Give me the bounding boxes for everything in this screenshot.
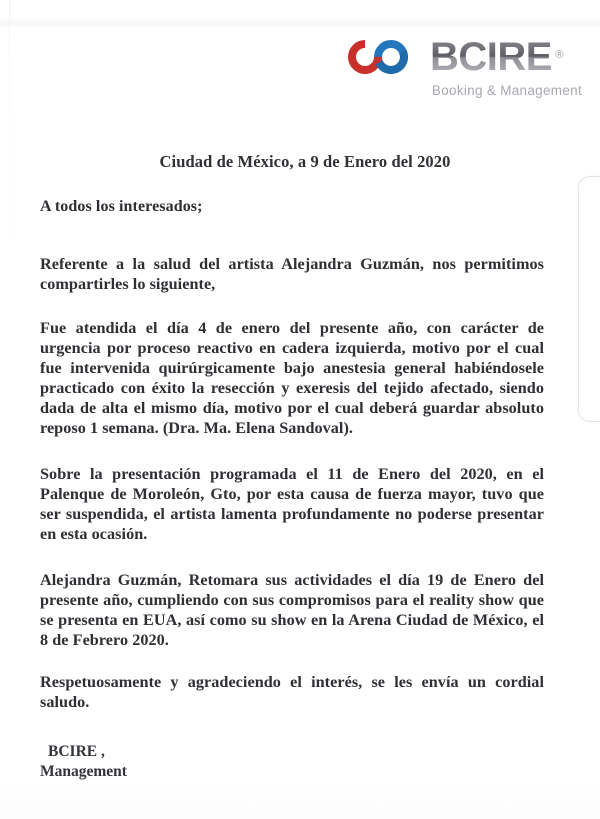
logo-wordmark-text: BCIRE: [430, 35, 552, 79]
logo-blue-ring-shade-icon: [369, 35, 413, 79]
registered-trademark-icon: ®: [555, 49, 563, 61]
signature-department: Management: [40, 763, 127, 780]
scan-wash-bottom: [0, 785, 600, 819]
letterhead: [348, 34, 588, 112]
letter-body: [40, 152, 544, 782]
logo-wordmark: [430, 35, 563, 79]
bcire-interlocking-rings-logo-icon: [348, 37, 426, 77]
scan-band-top: [0, 17, 600, 27]
logo-tagline: Booking & Management: [431, 83, 582, 98]
paragraph-intro: Referente a la salud del artista Alejandra Guzmán, nos permitimos compartirles lo siguiente,: [40, 255, 544, 293]
paragraph-show-cancellation: Sobre la presentación programada el 11 de Enero del 2020, en el Palenque de Moroleón, Gto, por esta causa de fuerza mayor, tuvo que ser suspendida, el artista lamenta profundamente no poderse presentar en esta ocasión.: [40, 465, 544, 543]
date-line: Ciudad de México, a 9 de Enero del 2020: [159, 152, 451, 171]
signature-company: BCIRE ,: [48, 743, 105, 760]
logo-row: [348, 34, 588, 80]
scan-edge-left: [9, 0, 10, 819]
paragraph-return-schedule: Alejandra Guzmán, Retomara sus actividades el día 19 de Enero del presente año, cumpliendo con sus compromisos para el reality show que se presenta en EUA, así como su show en la Arena Ciudad de México, el 8 de Febrero 2020.: [40, 571, 544, 649]
salutation: A todos los interesados;: [40, 198, 203, 215]
signature-block: [40, 742, 544, 782]
right-edge-panel[interactable]: [578, 176, 600, 422]
paragraph-closing: Respetuosamente y agradeciendo el interés, se les envía un cordial saludo.: [40, 673, 544, 711]
paragraph-medical-details: Fue atendida el día 4 de enero del presente año, con carácter de urgencia por proceso reactivo en cadera izquierda, motivo por el cual fue intervenida quirúrgicamente bajo anestesia general habiéndosele practicado con éxito la resección y exeresis del tejido afectado, siendo dada de alta el mismo día, motivo por el cual deberá guardar absoluto reposo 1 semana. (Dra. Ma. Elena Sandoval).: [40, 319, 544, 437]
